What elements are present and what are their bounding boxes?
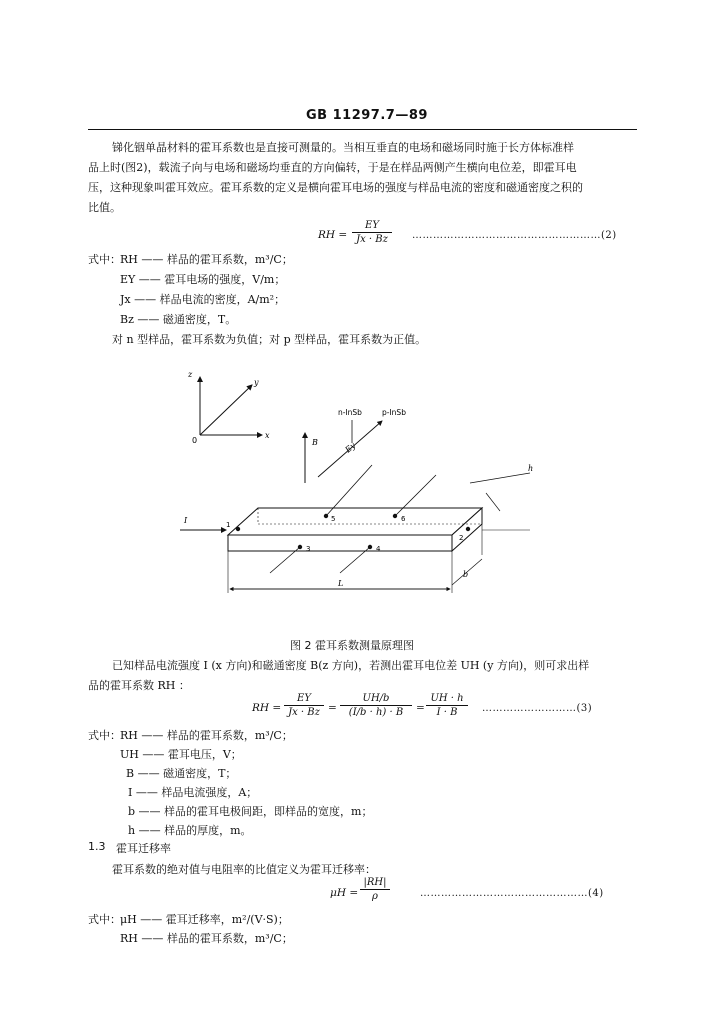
para3: 霍耳系数的绝对值与电阻率的比值定义为霍耳迁移率： [112,863,376,876]
eq3-f1-denominator: Jx · Bz [288,707,320,718]
electrode-label: 3 [306,545,311,553]
eq4-denominator: ρ [372,891,378,902]
axis-y-label: y [254,378,259,387]
defs1-prefix: 式中： [88,253,121,266]
eq2-fraction [352,220,392,245]
fraction-bar [360,889,390,890]
eq3-f3-numerator: UH · h [430,693,464,704]
current-label: I [184,516,188,525]
defs1-item: EY —— 霍耳电场的强度，V/m； [120,273,286,286]
intro-line-1: 锑化铟单晶材料的霍耳系数也是直接可测量的。当相互垂直的电场和磁场同时施于长方体标准样 [112,141,574,154]
eq3-fraction-2 [340,693,412,718]
intro-line-4: 比值。 [88,201,121,214]
defs3-item: μH —— 霍耳迁移率，m²/(V·S)； [120,913,289,926]
defs2-prefix: 式中： [88,729,121,742]
section-title: 霍耳迁移率 [116,842,171,855]
eq3-fraction-1 [284,693,324,718]
eq4-numerator: |RH| [363,877,387,888]
fraction-bar [284,705,324,706]
para2-line-1: 已知样品电流强度 I (x 方向)和磁通密度 B(z 方向)，若测出霍耳电位差 UH (y 方向)，则可求出样 [112,659,590,672]
eq4-fraction [360,877,390,902]
eq4-lhs: μH = [330,887,359,899]
axis-z-label: z [188,370,193,379]
electrode-label: 2 [459,534,464,542]
defs3-item: RH —— 样品的霍耳系数，m³/C； [120,932,293,945]
hall-measurement-figure [170,365,560,605]
defs2-item: RH —— 样品的霍耳系数，m³/C； [120,729,293,742]
electrode-label: 6 [401,515,406,523]
h-tick [486,493,500,511]
h-label: h [528,464,534,473]
electrode-2 [466,527,470,531]
y-axis [200,385,252,435]
figure-caption: 图 2 霍耳系数测量原理图 [290,639,414,652]
eq3-fraction-3 [426,693,468,718]
b-field-label: B [312,438,318,447]
defs1-item: Bz —— 磁通密度，T。 [120,313,237,326]
para2-line-2: 品的霍耳系数 RH ： [88,679,190,692]
p-insb-label: p-InSb [382,408,406,417]
electrode-label: 4 [376,545,381,553]
eq3-f2-denominator: (I/b · h) · B [348,707,404,718]
axis-x-label: x [265,431,270,440]
defs2-item: B —— 磁通密度，T； [126,767,237,780]
eq2-lhs: RH = [318,229,348,241]
fraction-bar [426,705,468,706]
defs2-item: I —— 样品电流强度，A； [128,786,258,799]
defs2-item: b —— 样品的霍耳电极间距，即样品的宽度，m； [128,805,373,818]
eq2-number: ………………………………………………(2) [412,230,617,241]
b-width-label: b [463,570,469,579]
eq3-lhs: RH = [252,702,282,714]
eq3-f3-denominator: I · B [436,707,458,718]
n-insb-label: n-InSb [338,408,362,417]
eq4-number: …………………………………………(4) [420,888,604,899]
eq3-f2-numerator: UH/b [362,693,390,704]
defs1-note: 对 n 型样品，霍耳系数为负值；对 p 型样品，霍耳系数为正值。 [112,333,427,346]
section-number: 1.3 [88,840,106,853]
eq3-equals: = [328,702,337,714]
ey-label: Ey [343,440,358,455]
h-dimension [470,473,530,483]
intro-line-3: 压，这种现象叫霍耳效应。霍耳系数的定义是横向霍耳电场的强度与样品电流的密度和磁通密度之积的 [88,181,583,194]
defs2-item: h —— 样品的厚度，m。 [128,824,252,837]
eq3-number: ………………………(3) [482,703,593,714]
intro-line-2: 品上时(图2)，载流子向与电场和磁场均垂直的方向偏转，于是在样品两侧产生横向电位差，即霍耳电 [88,161,577,174]
eq2-denominator: Jx · Bz [356,234,388,245]
defs3-prefix: 式中： [88,913,121,926]
defs2-item: UH —— 霍耳电压，V； [120,748,242,761]
sample-top [228,508,482,535]
electrode-1 [236,527,240,531]
eq2-numerator: EY [365,220,379,231]
eq3-equals: = [416,702,425,714]
eq3-f1-numerator: EY [297,693,311,704]
defs1-item: RH —— 样品的霍耳系数，m³/C； [120,253,293,266]
electrode-label: 5 [331,515,336,523]
origin-label: 0 [192,436,198,445]
electrode-label: 1 [226,521,231,529]
fraction-bar [352,232,392,233]
fraction-bar [340,705,412,706]
sample-front [228,535,452,551]
defs1-item: Jx —— 样品电流的密度，A/m²； [120,293,286,306]
header-rule [88,129,637,130]
l-label: L [338,579,344,588]
document-code: GB 11297.7—89 [306,108,428,123]
